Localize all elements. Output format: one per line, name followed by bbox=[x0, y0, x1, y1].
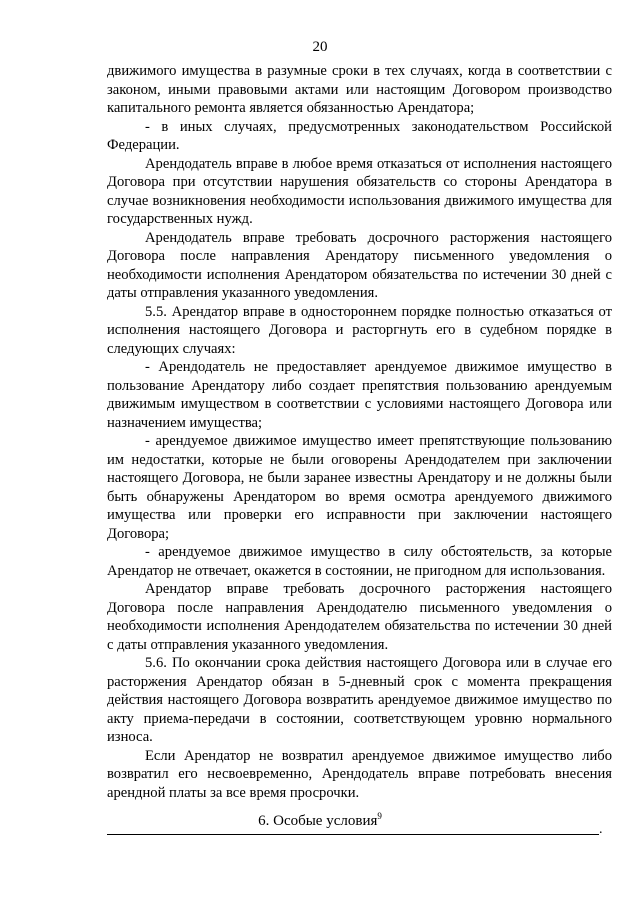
list-item: - арендуемое движимое имущество в силу обстоятельств, за которые Арендатор не отвечает, окажется в состоянии, не пригодном для использования. bbox=[107, 544, 612, 579]
blank-line-end-mark: . bbox=[599, 822, 603, 837]
section-heading bbox=[0, 812, 640, 830]
fill-in-blank-line bbox=[107, 834, 599, 835]
list-item: - арендуемое движимое имущество имеет препятствующие пользованию им недостатки, которые не были оговорены Арендодателем при заключении настоящего Договора, не были заранее известны Арендатору и не должны были быть обнаружены Арендатором во время осмотра арендуемого движимого имущества или проверки его исправности при заключении настоящего Договора; bbox=[107, 433, 612, 542]
paragraph: Если Арендатор не возвратил арендуемое движимое имущество либо возвратил его несвоевременно, Арендодатель вправе потребовать внесения арендной платы за все время просрочки. bbox=[107, 747, 612, 801]
page-number: 20 bbox=[312, 39, 328, 55]
paragraph: Арендодатель вправе требовать досрочного расторжения настоящего Договора после направления Арендатору письменного уведомления о необходимости исполнения Арендатором обязательства по истечении 30 дней с даты отправления указанного уведомления. bbox=[107, 229, 612, 301]
paragraph: Арендодатель вправе в любое время отказаться от исполнения настоящего Договора при отсутствии нарушения обязательств со стороны Арендатора в случае возникновения необходимости использования движимого имущества для государственных нужд. bbox=[107, 155, 612, 227]
footnote-reference: 9 bbox=[377, 811, 382, 821]
paragraph: Арендатор вправе требовать досрочного расторжения настоящего Договора после направления Арендодателю письменного уведомления о необходимости исполнения Арендодателем обязательства по истечении 30 дней с даты отправления указанного уведомления. bbox=[107, 581, 612, 653]
paragraph: движимого имущества в разумные сроки в тех случаях, когда в соответствии с законом, иными правовыми актами или настоящим Договором производство капитального ремонта является обязанностью Арендатора; bbox=[107, 63, 612, 116]
clause-5-6: 5.6. По окончании срока действия настоящего Договора или в случае его расторжения Арендатор обязан в 5-дневный срок с момента прекращения действия настоящего Договора возвратить арендуемое движимое имущество по акту приема-передачи в состоянии, соответствующем уровню нормального износа. bbox=[107, 655, 612, 745]
paragraph: - в иных случаях, предусмотренных законодательством Российской Федерации. bbox=[107, 118, 612, 153]
section-title-text: 6. Особые условия bbox=[258, 813, 378, 829]
document-body bbox=[107, 62, 612, 802]
list-item: - Арендодатель не предоставляет арендуемое движимое имущество в пользование Арендатору либо создает препятствия пользованию арендуемым движимым имуществом в соответствии с условиями настоящего Договора или назначением имущества; bbox=[107, 359, 612, 431]
clause-5-5: 5.5. Арендатор вправе в одностороннем порядке полностью отказаться от исполнения настоящего Договора и расторгнуть его в судебном порядке в следующих случаях: bbox=[107, 303, 612, 357]
